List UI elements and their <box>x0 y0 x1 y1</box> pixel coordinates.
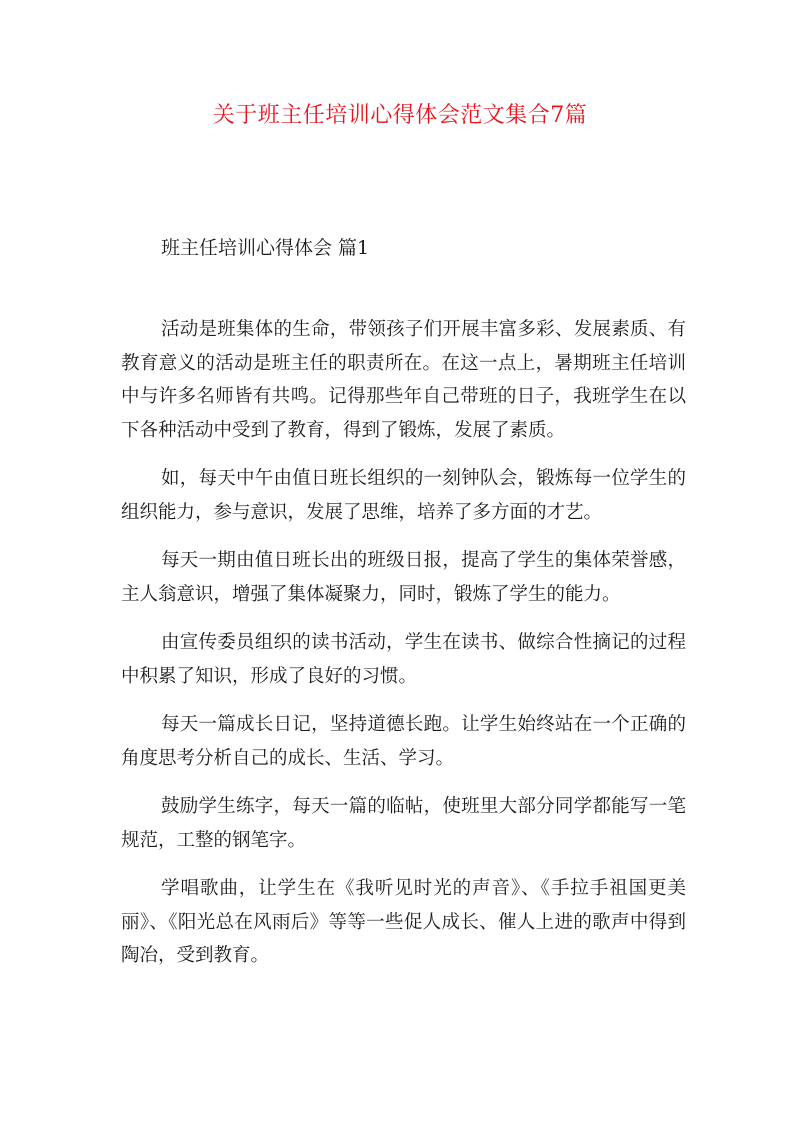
paragraph: 如，每天中午由值日班长组织的一刻钟队会，锻炼每一位学生的组织能力，参与意识，发展了思维，培养了多方面的才艺。 <box>121 468 686 523</box>
paragraph: 活动是班集体的生命，带领孩子们开展丰富多彩、发展素质、有教育意义的活动是班主任的职责所在。在这一点上，暑期班主任培训中与许多名师皆有共鸣。记得那些年自己带班的日子，我班学生在以下各种活动中受到了教育，得到了锻炼，发展了素质。 <box>121 319 686 441</box>
paragraph: 每天一篇成长日记，坚持道德长跑。让学生始终站在一个正确的角度思考分析自己的成长、生活、学习。 <box>121 714 686 769</box>
paragraph: 鼓励学生练字，每天一篇的临帖，使班里大部分同学都能写一笔规范，工整的钢笔字。 <box>121 796 686 851</box>
section-heading: 班主任培训心得体会 篇1 <box>161 237 370 259</box>
document-body <box>121 313 686 988</box>
paragraph: 每天一期由值日班长出的班级日报，提高了学生的集体荣誉感，主人翁意识，增强了集体凝聚力，同时，锻炼了学生的能力。 <box>121 550 686 605</box>
paragraph: 学唱歌曲，让学生在《我听见时光的声音》、《手拉手祖国更美丽》、《阳光总在风雨后》等等一些促人成长、催人上进的歌声中得到陶冶，受到教育。 <box>121 878 686 966</box>
document-title: 关于班主任培训心得体会范文集合7篇 <box>212 103 588 128</box>
paragraph: 由宣传委员组织的读书活动，学生在读书、做综合性摘记的过程中积累了知识，形成了良好的习惯。 <box>121 632 686 687</box>
